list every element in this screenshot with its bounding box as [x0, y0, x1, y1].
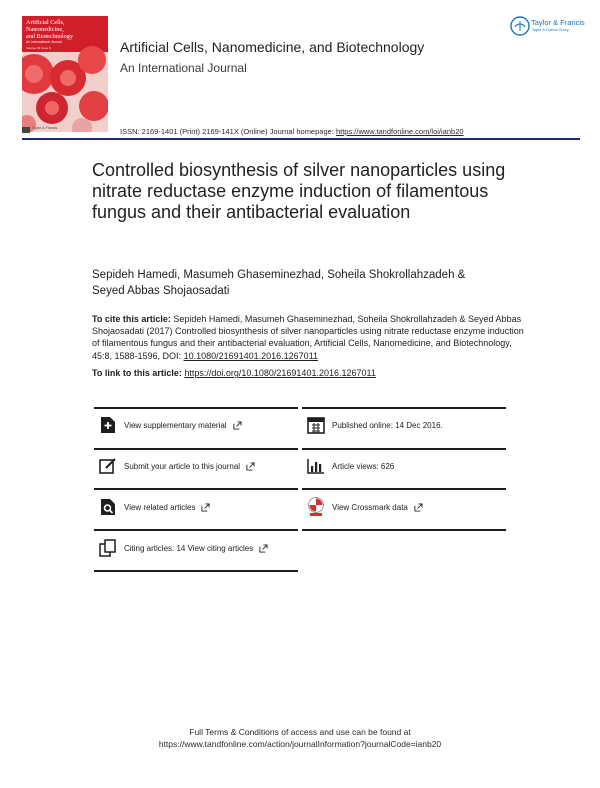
- terms-footer: [0, 726, 600, 750]
- cover-title: [26, 19, 96, 40]
- cover-title-line: Nanomedicine,: [26, 26, 64, 33]
- crossmark-label: View Crossmark data: [332, 502, 408, 512]
- external-link-icon: [414, 503, 423, 512]
- calendar-icon: [306, 415, 326, 435]
- external-link-icon: [201, 503, 210, 512]
- cover-publisher-mark: [22, 126, 82, 134]
- cover-title-line: and Biotechnology: [26, 33, 73, 40]
- published-label: Published online: 14 Dec 2016.: [332, 420, 443, 430]
- external-link-icon: [259, 544, 268, 553]
- cite-text: Sepideh Hamedi, Masumeh Ghaseminezhad, Soheila Shokrollahzadeh & Seyed Abbas Shojaosadati (2017) Controlled biosynthesis of silver nanoparticles using nitrate reductase enzyme induction of filamentous fungus and their antibacterial evaluation, Artificial Cells, Nanomedicine, and Biotechnology, 45:8, 1588-1596, DOI:: [92, 314, 524, 361]
- cover-volume: Volume 45 Issue 8: [26, 46, 51, 50]
- journal-homepage-link[interactable]: https://www.tandfonline.com/loi/ianb20: [335, 127, 464, 136]
- supplementary-label: View supplementary material: [124, 420, 227, 430]
- external-link-icon: [246, 462, 255, 471]
- action-divider: [94, 407, 298, 409]
- cover-publisher-label: Taylor & Francis: [32, 126, 58, 130]
- footer-url-link[interactable]: https://www.tandfonline.com/action/journalInformation?journalCode=ianb20: [158, 739, 442, 749]
- external-link-icon: [233, 421, 242, 430]
- action-divider: [94, 488, 298, 490]
- edit-icon: [98, 456, 118, 476]
- submit-label: Submit your article to this journal: [124, 461, 241, 471]
- issn-text: ISSN: 2169-1401 (Print) 2169-141X (Online) Journal homepage:: [120, 127, 336, 136]
- action-divider: [94, 529, 298, 531]
- header-divider: [22, 138, 580, 140]
- crossmark-link[interactable]: [306, 497, 423, 517]
- copy-documents-icon: [98, 538, 118, 558]
- action-divider: [302, 488, 506, 490]
- cover-subtitle: An International Journal: [26, 40, 62, 44]
- citing-articles-link[interactable]: [98, 538, 268, 558]
- cite-label: To cite this article:: [92, 314, 171, 324]
- authors-line: Seyed Abbas Shojaosadati: [92, 285, 230, 297]
- citation-block: [92, 313, 524, 362]
- journal-cover: [22, 16, 108, 132]
- article-doi-link[interactable]: https://doi.org/10.1080/21691401.2016.1267011: [184, 368, 376, 378]
- article-views-info: [306, 456, 394, 476]
- footer-line: Full Terms & Conditions of access and use can be found at: [189, 727, 411, 737]
- publisher-logo-name: Taylor & Francis: [531, 18, 585, 27]
- document-search-icon: [98, 497, 118, 517]
- action-divider: [94, 448, 298, 450]
- related-articles-link[interactable]: [98, 497, 210, 517]
- action-divider: [302, 407, 506, 409]
- article-title: Controlled biosynthesis of silver nanoparticles using nitrate reductase enzyme induction of filamentous fungus and their antibacterial evaluation: [92, 160, 506, 222]
- supplementary-material-link[interactable]: [98, 415, 242, 435]
- link-label: To link to this article:: [92, 368, 185, 378]
- action-divider: [94, 570, 298, 572]
- publisher-logo-tagline: Taylor & Francis Group: [532, 28, 569, 32]
- views-label: Article views: 626: [332, 461, 395, 471]
- related-label: View related articles: [124, 502, 196, 512]
- publisher-mini-icon: [22, 127, 30, 133]
- action-divider: [302, 529, 506, 531]
- bar-chart-icon: [306, 456, 326, 476]
- submit-article-link[interactable]: [98, 456, 255, 476]
- article-authors: [92, 267, 512, 299]
- action-divider: [302, 448, 506, 450]
- add-document-icon: [98, 415, 118, 435]
- issn-homepage-line: [120, 127, 464, 136]
- cover-title-line: Artificial Cells,: [26, 19, 65, 26]
- journal-subtitle: An International Journal: [120, 61, 247, 75]
- journal-title: Artificial Cells, Nanomedicine, and Biotechnology: [120, 39, 425, 55]
- published-online-info: [306, 415, 443, 435]
- publisher-logo-icon: [509, 14, 531, 40]
- crossmark-icon: [306, 497, 326, 517]
- article-link-line: [92, 368, 524, 378]
- citing-label: Citing articles: 14 View citing articles: [124, 543, 254, 553]
- cite-doi-link[interactable]: 10.1080/21691401.2016.1267011: [183, 350, 319, 361]
- authors-line: Sepideh Hamedi, Masumeh Ghaseminezhad, Soheila Shokrollahzadeh &: [92, 269, 466, 281]
